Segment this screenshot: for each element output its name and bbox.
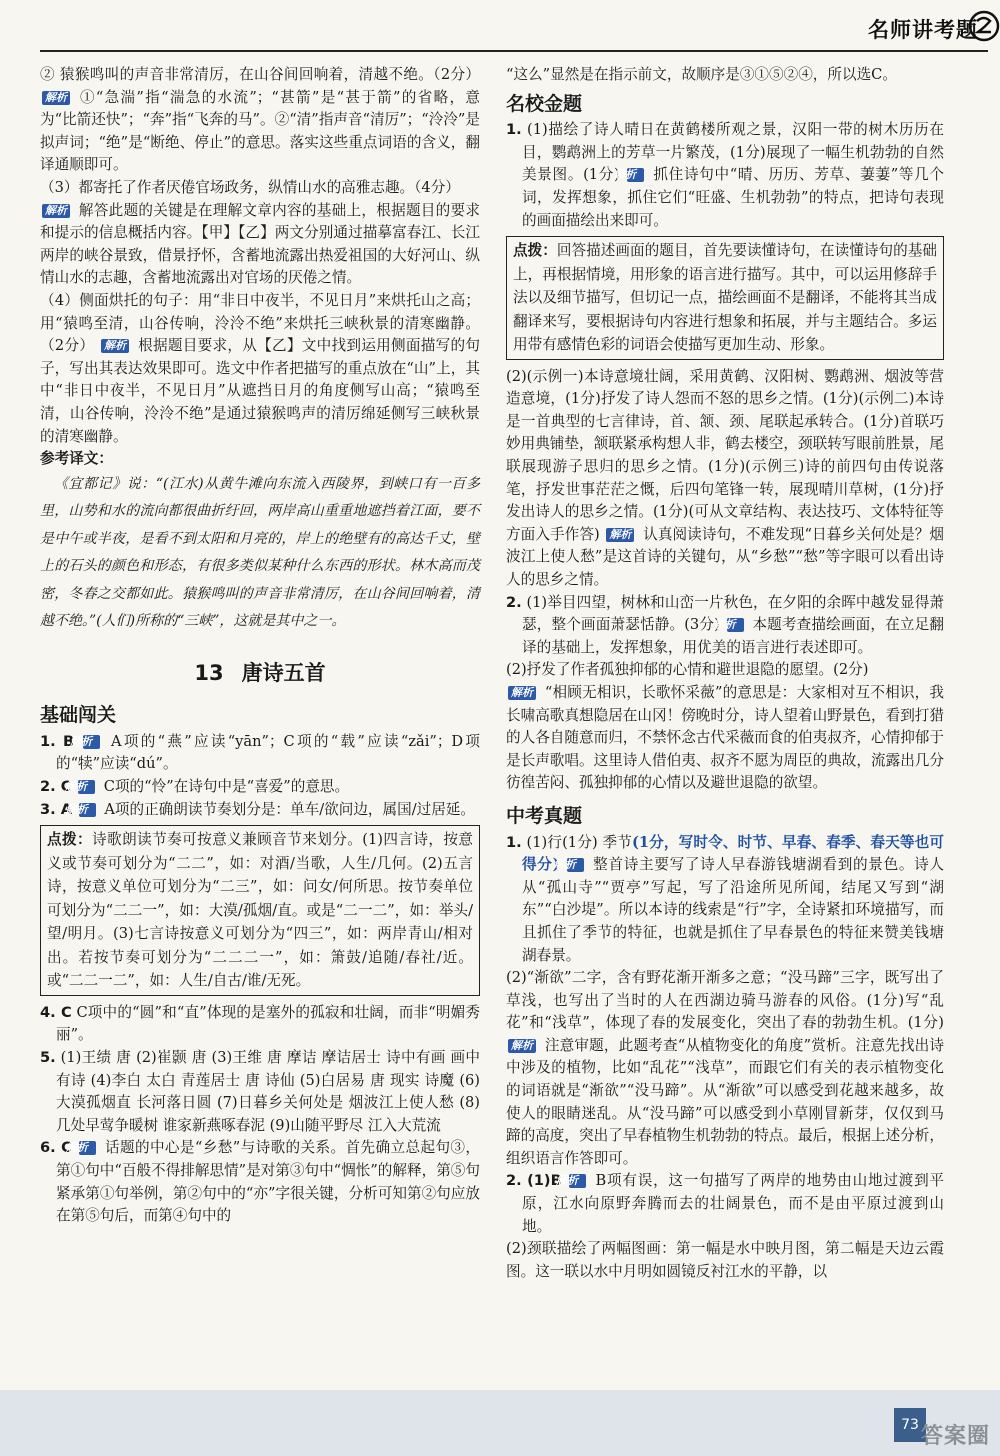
brand-logo-icon (968, 10, 1000, 42)
chapter-name: 唐诗五首 (241, 660, 326, 685)
page-header (0, 0, 1000, 62)
analysis-tag: 解析 (79, 803, 96, 817)
tip-box: 点拨：回答描述画面的题目，首先要读懂诗句，在读懂诗句的基础上，再根据情境，用形象的语言进行描写。其中，可以运用修辞手法以及细节描写，但切记一点，描绘画面不是翻译，不能将其当成翻译来写，要根据诗句内容进行想象和拓展，并与主题结合。多运用带有感情色彩的词语会使描写更加生动、形象。 (506, 236, 944, 360)
question-6: 6. C 解析 话题的中心是“乡愁”与诗歌的关系。首先确立总起句③，第①句中“百般不得排解思情”是对第③句中“惆怅”的解释，第⑤句紧承第①句举例，第②句中的“亦”字很关键，分析可知第②句应放在第⑤句后，而第④句中的 (40, 1139, 481, 1225)
analysis-tag: 解析 (508, 1039, 536, 1053)
analysis-tag: 解析 (727, 618, 744, 632)
page-number: 73 (894, 1408, 926, 1442)
answer-2-2: ② 猿猴鸣叫的声音非常清厉，在山谷间回响着，清越不绝。（2分） 解析 ①“急湍”指“湍急的水流”；“甚箭”是“甚于箭”的省略，意为“比箭还快”；“奔”指“飞奔的马”。②“清”指声音“清厉”；“泠泠”是拟声词；“绝”是“断绝、停止”的意思。落实这些重点词语的含义，翻译通顺即可。 (40, 66, 480, 174)
exam-question-1-part2: (2)“渐欲”二字，含有野花渐开渐多之意；“没马蹄”三字，既写出了草浅，也写出了当时的人在西湖边骑马游春的风俗。(1分)写“乱花”和“浅草”，体现了春的发展变化，突出了春的勃勃生机。(1分) 解析 注意审题，此题考查“从植物变化的角度”赏析。注意先找出诗中涉及的植物，比如“乱花”“浅草”，而跟它们有关的表示植物变化的词语就是“渐欲”“没马蹄”。从“渐欲”可以感受到花越来越多，故使人的眼睛迷乱。从“没马蹄”可以感受到小草刚冒新芽，仅仅到马蹄的高度，突出了早春植物生机勃勃的特点。最后，根据上述分析，组织语言作答即可。 (506, 969, 944, 1167)
analysis-tag: 解析 (83, 735, 100, 749)
analysis-tag: 解析 (606, 528, 634, 542)
question-5: 5. (1)王绩 唐 (2)崔颢 唐 (3)王维 唐 摩诘 摩诘居士 诗中有画 画中有诗 (4)李白 太白 青莲居士 唐 诗仙 (5)白居易 唐 现实 诗魔 (6)大漠孤烟直 长河落日圆 (7)日暮乡关何处是 烟波江上使人愁 (8)几处早莺争暖树 谁家新燕啄春泥 (9)山随平野尽 江入大荒流 (40, 1048, 480, 1134)
exam-question-2-part2: (2)颈联描绘了两幅图画：第一幅是水中映月图，第二幅是天边云霞图。这一联以水中月明如圆镜反衬江水的平静，以 (506, 1240, 944, 1280)
answer-6-cont: “这么”显然是在指示前文，故顺序是③①⑤②④，所以选C。 (506, 66, 897, 83)
school-question-2: 2. (1)举目四望，树林和山峦一片秋色，在夕阳的余晖中越发显得萧瑟，整个画面萧瑟恬静。(3分) 解析 本题考查描绘画面，在立足翻译的基础上，发挥想象，用优美的语言进行表述即可。 (506, 593, 944, 656)
header-brand: 名师讲考题 (868, 18, 978, 42)
analysis-tag: 解析 (508, 686, 536, 700)
answer-3: （3）都寄托了作者厌倦官场政务，纵情山水的高雅志趣。（4分） 解析 解答此题的关键是在理解文章内容的基础上，根据题目的要求和提示的信息概括内容。【甲】【乙】两文分别通过描摹富春江、长江两岸的峡谷景致，借景抒怀，含蓄地流露出热爱祖国的大好河山、纵情山水的志趣，含蓄地流露出对官场的厌倦之情。 (40, 178, 480, 287)
analysis-tag: 解析 (78, 780, 95, 794)
right-column (506, 64, 944, 1283)
analysis-tag: 解析 (42, 204, 70, 218)
question-4: 4. C C项中的“圆”和“直”体现的是塞外的孤寂和壮阔，而非“明媚秀丽”。 (40, 1003, 480, 1044)
reference-translation: 《宜都记》说：“(江水)从黄牛滩向东流入西陵界，到峡口有一百多里，山势和水的流向都很曲折纡回，两岸高山重重地遮挡着江面，要不是中午或半夜，是看不到太阳和月亮的，岸上的绝壁有的高达千丈，壁上的石头的颜色和形态，有很多类似某种什么东西的形状。林木高而茂密，冬春之交都如此。猿猴鸣叫的声音非常清厉，在山谷间回响着，清越不绝。”(人们)所称的“三峡”，这就是其中之一。 (40, 475, 480, 630)
answer-4: （4）侧面烘托的句子：用“非日中夜半，不见日月”来烘托山之高；用“猿鸣至清，山谷传响，泠泠不绝”来烘托三峡秋景的清寒幽静。（2分） 解析 根据题目要求，从【乙】文中找到运用侧面描写的句子，写出其表达效果即可。选文中作者把描写的重点放在“山”上，其中“非日中夜半，不见日月”从遮挡日月的角度侧写山高；“猿鸣至清，山谷传响，泠泠不绝”是通过猿猴鸣声的清厉绵延侧写三峡秋景的清寒幽静。 (40, 291, 481, 445)
chapter-title (40, 662, 480, 685)
analysis-tag: 解析 (79, 1141, 96, 1155)
section-heading-exam: 中考真题 (506, 804, 583, 827)
section-heading-basic: 基础闯关 (40, 704, 117, 727)
chapter-number: 13 (194, 660, 224, 685)
header-rule (40, 50, 988, 52)
question-2: 2. C 解析 C项的“怜”在诗句中是“喜爱”的意思。 (40, 778, 350, 796)
question-1: 1. B 解析 A项的“燕”应读“yān”；C项的“载”应读“zǎi”；D项的“犊”应读“dú”。 (40, 732, 480, 773)
analysis-tag: 解析 (567, 858, 584, 872)
school-question-1-part2: (2)(示例一)本诗意境壮阔，采用黄鹤、汉阳树、鹦鹉洲、烟波等营造意境，(1分)抒发了诗人怨而不怒的思乡之情。(1分)(示例二)本诗是一首典型的七言律诗，首、颔、颈、尾联起承转合。(1分)首联巧妙用典铺垫，颔联紧承构想人非，鹤去楼空，颈联转写眼前胜景，尾联展现游子思归的思乡之情。(1分)(示例三)诗的前四句由传说落笔，抒发世事茫茫之慨，后四句笔锋一转，展现晴川草树，(1分)抒发出诗人的思乡之情。(1分)(可从文章结构、表达技巧、文体特征等方面入手作答) 解析 认真阅读诗句，不难发现“日暮乡关何处是？烟波江上使人愁”是这首诗的关键句，从“乡愁”“愁”等字眼可以看出诗人的思乡之情。 (506, 367, 945, 588)
school-question-2-part2: (2)抒发了作者孤独抑郁的心情和避世退隐的愿望。(2分) 解析 “相顾无相识，长歌怀采薇”的意思是：大家相对互不相识，我长啸高歌真想隐居在山冈！傍晚时分，诗人望着山野景色，看到打猎的人各自随意而归，不禁怀念古代采薇而食的伯夷叔齐，心情抑郁于是长声歌唱。这里诗人借伯夷、叔齐不愿为周臣的典故，流露出几分彷徨苦闷、孤独抑郁的心情以及避世退隐的欲望。 (506, 661, 944, 792)
analysis-tag: 解析 (42, 91, 70, 105)
exam-question-2: 2. (1)B 解析 B项有误，这一句描写了两岸的地势由山地过渡到平原，江水向原野奔腾而去的壮阔景色，而不是由平原过渡到山地。 (506, 1172, 945, 1235)
watermark: 答案圈 (920, 1424, 990, 1449)
tip-box: 点拨：诗歌朗读节奏可按意义兼顾音节来划分。(1)四言诗，按意义或节奏可划分为“二二”，如：对酒/当歌，人生/几何。(2)五言诗，按意义单位可划分为“二三”，如：问女/何所思。按节奏单位可划分为“二二一”，如：大漠/孤烟/直。或是“二一二”，如：举头/望/明月。(3)七言诗按意义可划分为“四三”，如：两岸青山/相对出。若按节奏可划分为“二二二一”，如：箫鼓/追随/春社/近。或“二二一二”，如：人生/自古/谁/无死。 (40, 825, 480, 996)
question-3: 3. A 解析 A项的正确朗读节奏划分是：单车/欲问边，属国/过居延。 (40, 800, 475, 818)
analysis-tag: 解析 (627, 168, 644, 182)
footer-band (0, 1390, 1000, 1456)
exam-question-1: 1. (1)行(1分) 季节(1分，写时令、时节、早春、春季、春天等也可得分) 解析 整首诗主要写了诗人早春游钱塘湖看到的景色。诗人从“孤山寺”“贾亭”写起，写了沿途所见所闻，结尾又写到“湖东”“白沙堤”。所以本诗的线索是“行”字，全诗紧扣环境描写，而且抓住了季节的特征，也就是抓住了早春景色的特征来赞美钱塘湖春景。 (506, 833, 945, 964)
analysis-tag: 解析 (101, 339, 129, 353)
left-column (40, 64, 480, 1228)
section-heading-school: 名校金题 (506, 92, 583, 115)
reference-translation-heading: 参考译文： (40, 450, 113, 468)
school-question-1: 1. (1)描绘了诗人晴日在黄鹤楼所观之景，汉阳一带的树木历历在目，鹦鹉洲上的芳草一片繁茂，(1分)展现了一幅生机勃勃的自然美景图。(1分) 解析 抓住诗句中“晴、历历、芳草、萋萋”等几个词，发挥想象，抓住它们“旺盛、生机勃勃”的特点，把诗句表现的画面描绘出来即可。 (506, 121, 944, 229)
analysis-tag: 解析 (569, 1174, 586, 1188)
